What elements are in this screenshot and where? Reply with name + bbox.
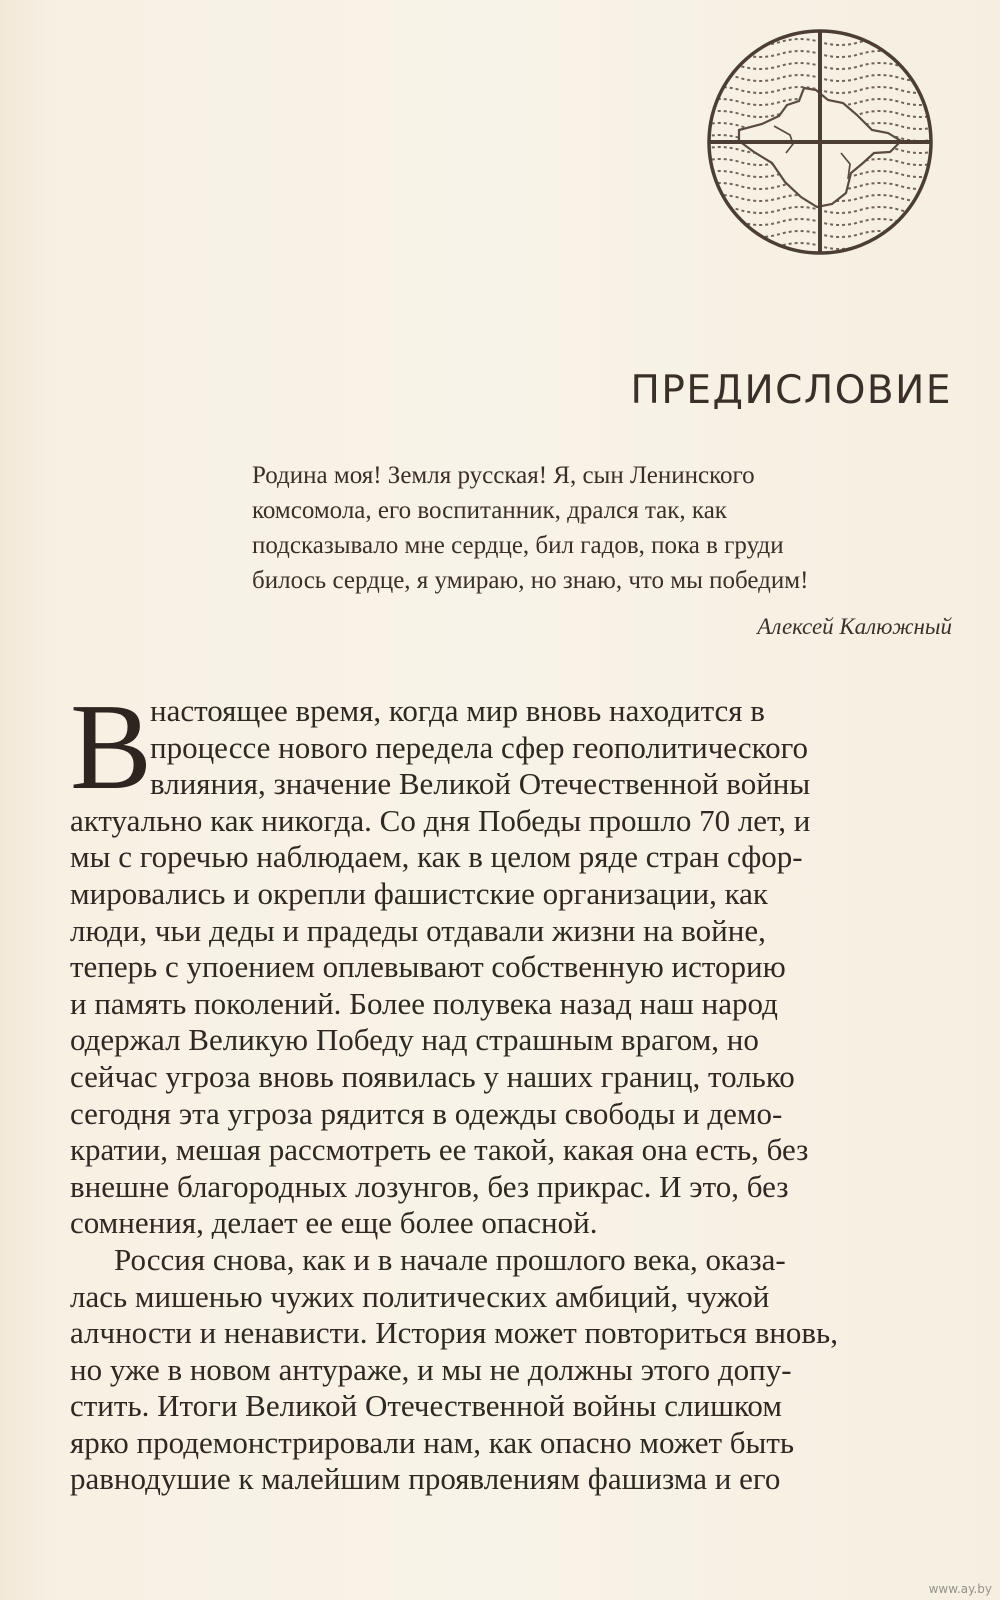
body-text [70,678,960,1498]
crimea-target-emblem [700,22,940,262]
watermark-text: www.ay.by [928,1582,992,1596]
body-line: сейчас угроза вновь появилась у наших границ, только [70,1058,795,1094]
epigraph-line: комсомола, его воспитанник, дрался так, как [252,497,727,524]
epigraph-author: Алексей Калюжный [757,614,952,639]
body-line: влияния, значение Великой Отечественной войны [150,766,811,802]
epigraph-line: Родина моя! Земля русская! Я, сын Ленинского [252,462,755,489]
epigraph-line: подсказывало мне сердце, бил гадов, пока в груди [252,532,784,559]
body-line: Россия снова, как и в начале прошлого века, оказа- [114,1241,786,1277]
body-line: актуально как никогда. Со дня Победы прошло 70 лет, и [70,802,811,838]
body-line: одержал Великую Победу над страшным врагом, но [70,1022,759,1058]
body-line: внешне благородных лозунгов, без прикрас. И это, без [70,1168,789,1204]
body-line: мы с горечью наблюдаем, как в целом ряде стран сфор- [70,839,803,875]
body-line: и память поколений. Более полувека назад наш народ [70,985,778,1021]
body-line: алчности и ненависти. История может повториться вновь, [70,1315,838,1351]
body-line: стить. Итоги Великой Отечественной войны слишком [70,1388,782,1424]
body-line: кратии, мешая рассмотреть ее такой, какая она есть, без [70,1132,809,1168]
body-line: но уже в новом антураже, и мы не должны этого допу- [70,1351,792,1387]
body-line: сегодня эта угроза рядится в одежды свободы и демо- [70,1095,783,1131]
epigraph-line: билось сердце, я умираю, но знаю, что мы победим! [252,567,809,594]
page-title: ПРЕДИСЛОВИЕ [630,368,952,413]
body-line: равнодушие к малейшим проявлениям фашизма и его [70,1461,781,1497]
body-line: ярко продемонстрировали нам, как опасно может быть [70,1424,795,1460]
epigraph-block [252,458,952,598]
body-line: настоящее время, когда мир вновь находится в [150,693,765,728]
body-line: лась мишенью чужих политических амбиций, чужой [70,1278,770,1314]
body-line: теперь с упоением оплевывают собственную историю [70,949,786,985]
body-line: люди, чьи деды и прадеды отдавали жизни на войне, [70,912,766,948]
body-line: процессе нового передела сфер геополитического [150,729,809,765]
drop-cap-letter: В [70,678,153,815]
body-line: мировались и окрепли фашистские организации, как [70,875,768,911]
body-line: сомнения, делает ее еще более опасной. [70,1205,598,1241]
